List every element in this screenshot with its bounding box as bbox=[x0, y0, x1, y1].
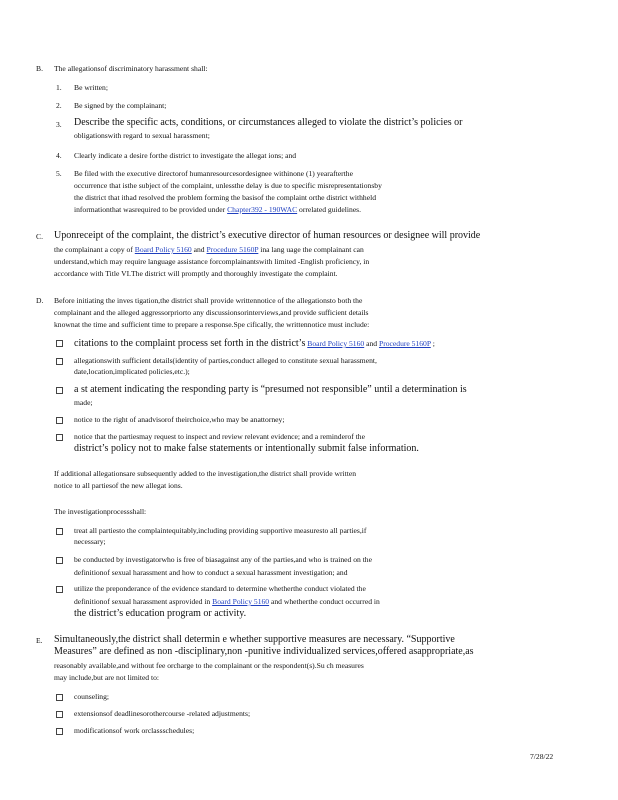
b-item-4-text: Clearly indicate a desire forthe district to investigate the allegat ions; and bbox=[74, 151, 297, 160]
d-pbullet-3-l2 bbox=[74, 597, 380, 606]
c-line2-start: the complainant a copy of bbox=[54, 245, 133, 254]
chapter392-link[interactable]: Chapter392 - 190WAC bbox=[227, 205, 298, 214]
section-c-line4: accordance with Title VI.The district will promptly and thoroughly investigate the complaint. bbox=[54, 269, 338, 278]
d-bullet-1-end: ; bbox=[432, 339, 435, 348]
b-item-5-line4 bbox=[74, 205, 361, 214]
bullet-box-icon bbox=[56, 417, 63, 424]
section-d-line1: Before initiating the inves tigation,the district shall provide writtennotice of the allegationsto both the bbox=[54, 296, 363, 305]
bullet-box-icon bbox=[56, 586, 63, 593]
bullet-box-icon bbox=[56, 528, 63, 535]
b-item-3-text: Describe the specific acts, conditions, or circumstances alleged to violate the district’s policies or bbox=[74, 117, 463, 128]
bullet-box-icon bbox=[56, 434, 63, 441]
section-d-marker: D. bbox=[36, 296, 44, 305]
c-line2-end: ina lang uage the complainant can bbox=[260, 245, 364, 254]
b-item-5-line4-start: informationthat wasrequired to be provided under bbox=[74, 205, 226, 214]
section-e-line2: Measures” are defined as non -disciplinary,non -punitive individualized services,offered asappropriate,as bbox=[54, 646, 474, 657]
board-policy-5160-link-2[interactable]: Board Policy 5160 bbox=[307, 339, 365, 348]
d-pbullet-3-l2-start: definitionof sexual harassment asprovided in bbox=[74, 597, 211, 606]
d-bullet-1-text: citations to the complaint process set forth in the district’s bbox=[74, 338, 306, 349]
b-item-5-line1: Be filed with the executive directorof humanresourcesordesignee withinone (1) yearafterthe bbox=[74, 169, 353, 178]
section-d-line3: knownat the time and sufficient time to prepare a response.Spe cifically, the writtennotice must include: bbox=[54, 320, 370, 329]
b-item-1-text: Be written; bbox=[74, 83, 108, 92]
b-item-5-line3: the district that ithad resolved the problem forming the basisof the complaint orthe district withheld bbox=[74, 193, 376, 202]
procedure-5160p-link-2[interactable]: Procedure 5160P bbox=[378, 339, 431, 348]
section-e-line4: may include,but are not limited to: bbox=[54, 673, 160, 682]
section-d-line2: complainant and the alleged aggressorpriorto any discussionsorinterviews,and provide sufficient details bbox=[54, 308, 369, 317]
b-item-2-text: Be signed by the complainant; bbox=[74, 101, 167, 110]
footer-date: 7/28/22 bbox=[530, 752, 554, 761]
d-pbullet-2-l1: be conducted by investigatorwho is free of biasagainst any of the parties,and who is trained on the bbox=[74, 555, 372, 564]
b-item-3-num: 3. bbox=[56, 120, 62, 129]
d-pbullet-1-l2: necessary; bbox=[74, 537, 106, 546]
d-process-intro: The investigationprocessshall: bbox=[54, 507, 147, 516]
section-b-intro: The allegationsof discriminatory harassment shall: bbox=[54, 64, 208, 73]
section-c-line2 bbox=[54, 245, 364, 254]
b-item-3-text-cont: obligationswith regard to sexual harassment; bbox=[74, 131, 210, 140]
bullet-box-icon bbox=[56, 340, 63, 347]
e-bullet-3: modificationsof work orclassschedules; bbox=[74, 726, 195, 735]
section-e-line1: Simultaneously,the district shall determin e whether supportive measures are necessary. “Supportive bbox=[54, 634, 455, 645]
b-item-1-num: 1. bbox=[56, 83, 62, 92]
c-and: and bbox=[193, 245, 205, 254]
d-bullet-3-l2: made; bbox=[74, 398, 93, 407]
section-c-line1: Uponreceipt of the complaint, the district’s executive director of human resources or designee will provide bbox=[54, 230, 481, 241]
d-pbullet-3-l2-end: and whetherthe conduct occurred in bbox=[271, 597, 380, 606]
bullet-box-icon bbox=[56, 728, 63, 735]
d-bullet-1 bbox=[74, 338, 435, 349]
d-bullet-2-l1: allegationswith sufficient details(identity of parties,conduct alleged to constitute sexual harassment, bbox=[74, 356, 377, 365]
e-bullet-1: counseling; bbox=[74, 692, 110, 701]
bullet-box-icon bbox=[56, 711, 63, 718]
board-policy-5160-link[interactable]: Board Policy 5160 bbox=[134, 245, 192, 254]
b-item-5-line2: occurrence that isthe subject of the complaint, unlessthe delay is due to specific misrepresentationsby bbox=[74, 181, 382, 190]
e-bullet-2: extensionsof deadlinesorothercourse -related adjustments; bbox=[74, 709, 251, 718]
d-bullet-5-l2: district’s policy not to make false statements or intentionally submit false information. bbox=[74, 443, 419, 454]
d-bullet-2-l2: date,location,implicated policies,etc.); bbox=[74, 367, 190, 376]
b-item-5-line4-end: orrelated guidelines. bbox=[299, 205, 362, 214]
d-pbullet-2-l2: definitionof sexual harassment and how to conduct a sexual harassment investigation; and bbox=[74, 568, 348, 577]
d-bullet-1-and: and bbox=[366, 339, 378, 348]
section-e-line3: reasonably available,and without fee orcharge to the complainant or the respondent(s).Su ch measures bbox=[54, 661, 364, 670]
b-item-2-num: 2. bbox=[56, 101, 62, 110]
section-e-marker: E. bbox=[36, 636, 43, 645]
section-c-line3: understand,which may require language assistance forcomplainantswith limited -English proficiency, in bbox=[54, 257, 370, 266]
bullet-box-icon bbox=[56, 694, 63, 701]
procedure-5160p-link[interactable]: Procedure 5160P bbox=[206, 245, 259, 254]
d-pbullet-3-l3: the district’s education program or activity. bbox=[74, 608, 247, 619]
b-item-5-num: 5. bbox=[56, 169, 62, 178]
d-additional-2: notice to all partiesof the new allegat ions. bbox=[54, 481, 183, 490]
section-b-marker: B. bbox=[36, 64, 43, 73]
d-bullet-5-l1: notice that the partiesmay request to inspect and review relevant evidence; and a reminderof the bbox=[74, 432, 365, 441]
b-item-4-num: 4. bbox=[56, 151, 62, 160]
d-pbullet-1-l1: treat all partiesto the complaintequitably,including providing supportive measuresto all parties,if bbox=[74, 526, 367, 535]
d-pbullet-3-l1: utilize the preponderance of the evidence standard to determine whetherthe conduct violated the bbox=[74, 584, 366, 593]
board-policy-5160-link-3[interactable]: Board Policy 5160 bbox=[212, 597, 270, 606]
d-bullet-3-l1: a st atement indicating the responding party is “presumed not responsible” until a determination is bbox=[74, 384, 467, 395]
bullet-box-icon bbox=[56, 387, 63, 394]
section-c-marker: C. bbox=[36, 232, 43, 241]
bullet-box-icon bbox=[56, 358, 63, 365]
d-additional-1: If additional allegationsare subsequently added to the investigation,the district shall provide written bbox=[54, 469, 356, 478]
bullet-box-icon bbox=[56, 557, 63, 564]
d-bullet-4-l1: notice to the right of anadvisorof theirchoice,who may be anattorney; bbox=[74, 415, 285, 424]
